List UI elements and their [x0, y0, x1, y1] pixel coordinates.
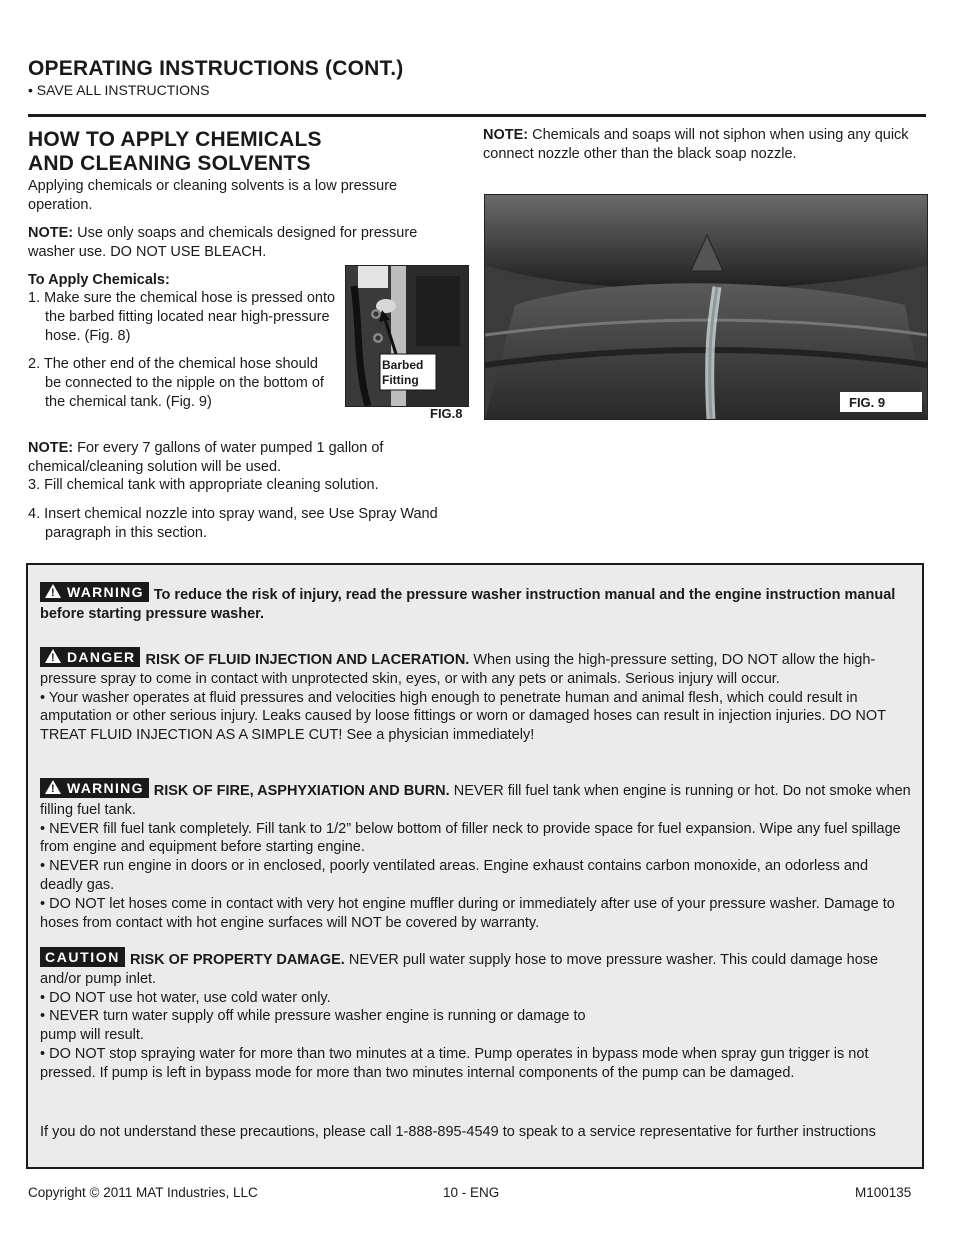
note-text: Chemicals and soaps will not siphon when using any quick connect nozzle other than the black soap nozzle.	[483, 127, 909, 162]
page-header-title: OPERATING INSTRUCTIONS (CONT.)	[28, 57, 404, 80]
warning-bullet-2: • NEVER run engine in doors or in enclosed, poorly ventilated areas. Engine exhaust contains carbon monoxide, an odorless and deadly gas.	[40, 858, 869, 893]
note-siphon	[483, 126, 913, 164]
danger-text: When using the high-pressure setting, DO NOT allow the high-pressure spray to come in contact with unprotected skin, eyes, or with any pets or animals. Serious injury will occur.	[40, 652, 876, 687]
fig8-callout-line1: Barbed	[382, 358, 424, 372]
warning-read-manual	[40, 582, 912, 624]
figure-8-label: FIG.8	[430, 406, 463, 421]
footer-page-number: 10 - ENG	[443, 1185, 500, 1200]
apply-heading: To Apply Chemicals:	[28, 272, 170, 288]
figure-9-image	[484, 194, 928, 420]
intro-paragraph: Applying chemicals or cleaning solvents is a low pressure operation.	[28, 178, 398, 213]
note-label: NOTE:	[28, 225, 74, 241]
caution-text: NEVER pull water supply hose to move pressure washer. This could damage hose and/or pump inlet.	[40, 952, 879, 987]
fig8-callout	[382, 358, 423, 388]
note-text: Use only soaps and chemicals designed for pressure washer use. DO NOT USE BLEACH.	[28, 225, 418, 260]
footer-copyright: Copyright © 2011 MAT Industries, LLC	[28, 1185, 258, 1200]
fig8-callout-line2: Fitting	[382, 373, 419, 387]
caution-badge: CAUTION	[40, 947, 125, 967]
figure-9-photo	[485, 195, 927, 419]
figure-9-label: FIG. 9	[849, 395, 886, 410]
section-title-line2: AND CLEANING SOLVENTS	[28, 152, 311, 175]
warning-title: RISK OF FIRE, ASPHYXIATION AND BURN.	[153, 783, 450, 799]
warning-bullet-3: • DO NOT let hoses come in contact with very hot engine muffler during or immediately after use of your pressure washer. Damage to hoses from contact with hot engine surfaces will NOT be covered by warranty.	[40, 895, 895, 931]
figure-8-image	[345, 265, 469, 407]
warning-badge: !WARNING	[40, 582, 149, 602]
section-title-line1: HOW TO APPLY CHEMICALS	[28, 128, 322, 151]
step-4: 4. Insert chemical nozzle into spray wand, see Use Spray Wand paragraph in this section.	[28, 506, 438, 541]
danger-fluid-injection	[40, 647, 912, 745]
closing-paragraph: If you do not understand these precautions, please call 1-888-895-4549 to speak to a service representative for further instructions	[40, 1124, 876, 1140]
caution-bullet-2b: pump will result.	[40, 1027, 144, 1044]
warning-triangle-icon	[45, 780, 61, 794]
caution-bullet-1: • DO NOT use hot water, use cold water only.	[40, 989, 331, 1006]
warning-triangle-icon	[45, 649, 61, 663]
danger-badge: !DANGER	[40, 647, 140, 667]
note-label: NOTE:	[28, 440, 74, 456]
step-2: 2. The other end of the chemical hose should be connected to the nipple on the bottom of the chemical tank. (Fig. 9)	[28, 356, 324, 410]
warning-triangle-icon	[45, 584, 61, 598]
page-header-subtitle: • SAVE ALL INSTRUCTIONS	[28, 82, 210, 98]
caution-bullet-3: • DO NOT stop spraying water for more than two minutes at a time. Pump operates in bypass mode when spray gun trigger is not pressed. If pump is left in bypass mode for more than two minutes internal components of the pump can be damaged.	[40, 1045, 869, 1081]
warning-fire-asphyxiation	[40, 778, 912, 932]
warning-text: NEVER fill fuel tank when engine is running or hot. Do not smoke when filling fuel tank.	[40, 783, 911, 818]
section-title	[28, 128, 322, 176]
warning-text: To reduce the risk of injury, read the pressure washer instruction manual and the engine instruction manual before starting pressure washer.	[40, 587, 896, 622]
footer-document-code: M100135	[855, 1185, 912, 1200]
warning-bullet-1: • NEVER fill fuel tank completely. Fill tank to 1/2” below bottom of filler neck to provide space for fuel expansion. Wipe any fuel spillage from engine and equipment before starting engine.	[40, 820, 901, 856]
danger-title: RISK OF FLUID INJECTION AND LACERATION.	[145, 652, 470, 668]
caution-property-damage	[40, 947, 912, 1083]
step-1: 1. Make sure the chemical hose is pressed onto the barbed fitting located near high-pressure hose. (Fig. 8)	[28, 290, 336, 344]
danger-bullet: • Your washer operates at fluid pressures and velocities high enough to penetrate human and animal flesh, which could result in amputation or other serious injury. Leaks caused by loose fittings or worn or damaged hoses can result in injection injuries. DO NOT TREAT FLUID INJECTION AS A SIMPLE CUT! See a physician immediately!	[40, 689, 886, 744]
note-label: NOTE:	[483, 127, 529, 143]
note-text: For every 7 gallons of water pumped 1 gallon of chemical/cleaning solution will be used.	[28, 440, 384, 475]
note-bleach	[28, 224, 458, 262]
header-divider	[28, 114, 926, 117]
step-3: 3. Fill chemical tank with appropriate cleaning solution.	[28, 477, 379, 493]
note-gallons	[28, 439, 458, 477]
caution-bullet-2a: • NEVER turn water supply off while pressure washer engine is running or damage to	[40, 1008, 586, 1025]
safety-warnings-box	[26, 563, 924, 1169]
warning-badge: !WARNING	[40, 778, 149, 798]
caution-title: RISK OF PROPERTY DAMAGE.	[129, 952, 345, 968]
